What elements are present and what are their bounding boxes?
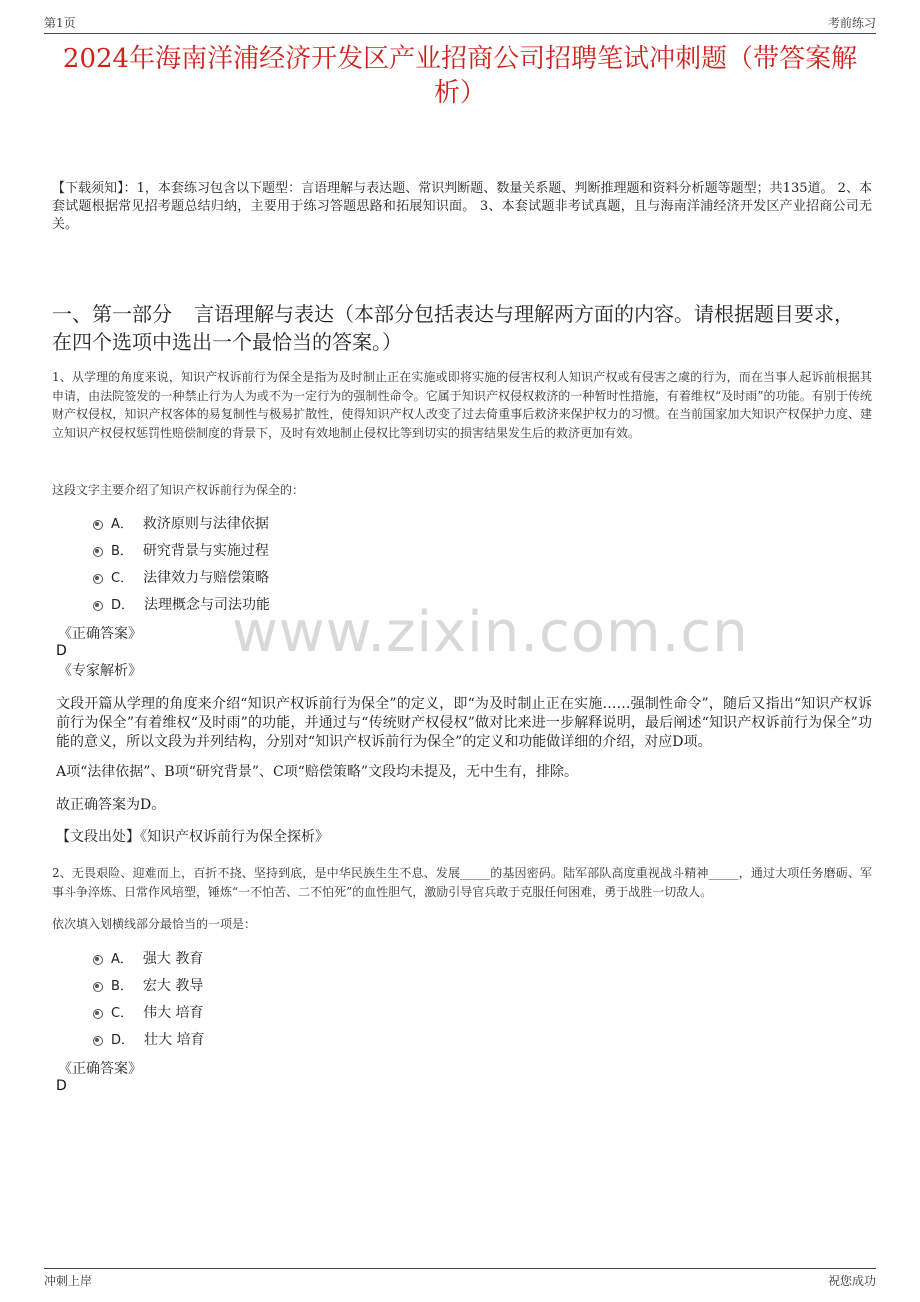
page-footer xyxy=(44,1272,876,1292)
radio-icon[interactable] xyxy=(93,547,103,557)
question-1-analysis-label: 《专家解析》 xyxy=(58,663,142,679)
question-1-answer: D xyxy=(56,643,67,659)
document-title: 2024年海南洋浦经济开发区产业招商公司招聘笔试冲刺题（带答案解析） xyxy=(62,44,858,108)
question-1-text: 1、从学理的角度来说，知识产权诉前行为保全是指为及时制止正在实施或即将实施的侵害权利人知识产权或有侵害之虞的行为，而在当事人起诉前根据其申请，由法院签发的一种禁止行为人为或不为一定行为的强制性命令。它属于知识产权侵权救济的一种暂时性措施，有着维权“及时雨”的功能。有别于传统财产权侵权，知识产权客体的易复制性与极易扩散性，使得知识产权人改变了过去倚重事后救济来保护权力的习惯。在当前国家加大知识产权保护力度、建立知识产权侵权惩罚性赔偿制度的背景下，及时有效地制止侵权比等到切实的损害结果发生后的救济更加有效。 xyxy=(52,370,872,440)
radio-icon[interactable] xyxy=(93,955,103,965)
radio-icon[interactable] xyxy=(93,1036,103,1046)
radio-icon[interactable] xyxy=(93,1009,103,1019)
question-2-option-d[interactable]: D． 壮大 培育 xyxy=(93,1030,204,1050)
question-2-answer: D xyxy=(56,1078,67,1094)
question-1-source: 【文段出处】《知识产权诉前行为保全探析》 xyxy=(56,829,329,845)
question-1-analysis-paragraph: 文段开篇从学理的角度来介绍“知识产权诉前行为保全”的定义，即“为及时制止正在实施……强制性命令”，随后又指出“知识产权诉前行为保全”有着维权“及时雨”的功能，并通过与“传统财产权侵权”做对比来进一步解释说明，最后阐述“知识产权诉前行为保全”功能的意义，所以文段为并列结构，分别对“知识产权诉前行为保全”的定义和功能做详细的介绍，对应D项。 xyxy=(56,696,872,750)
watermark-text: www.zixin.com.cn xyxy=(232,600,749,665)
radio-icon[interactable] xyxy=(93,520,103,530)
section-number: 一、第一部分 xyxy=(52,302,172,326)
download-notice: 【下载须知】：1，本套练习包含以下题型：言语理解与表达题、常识判断题、数量关系题、判断推理题和资料分析题等题型；共135道。 2、本套试题根据常见招考题总结归纳，主要用于练习答题思路和拓展知识面。 3、本套试题非考试真题，且与海南洋浦经济开发区产业招商公司无关。 xyxy=(52,181,872,232)
radio-icon[interactable] xyxy=(93,982,103,992)
question-1-prompt: 这段文字主要介绍了知识产权诉前行为保全的： xyxy=(52,483,305,497)
question-1-option-b[interactable]: B． 研究背景与实施过程 xyxy=(93,541,269,561)
section-heading xyxy=(52,300,872,356)
header-right-label: 考前练习 xyxy=(827,16,876,30)
page-header xyxy=(44,14,876,34)
question-2-answer-label: 《正确答案》 xyxy=(58,1061,142,1077)
header-divider xyxy=(44,33,876,34)
question-1-option-d[interactable]: D． 法理概念与司法功能 xyxy=(93,595,270,615)
page-number: 第1页 xyxy=(44,16,76,30)
footer-right-label: 祝您成功 xyxy=(827,1274,876,1288)
question-2-option-c[interactable]: C． 伟大 培育 xyxy=(93,1003,204,1023)
radio-icon[interactable] xyxy=(93,601,103,611)
question-1-analysis-paragraph: A项“法律依据”、B项“研究背景”、C项“赔偿策略”文段均未提及，无中生有，排除。 xyxy=(56,764,579,780)
question-1-option-c[interactable]: C． 法律效力与赔偿策略 xyxy=(93,568,269,588)
footer-divider xyxy=(44,1268,876,1269)
question-1-answer-label: 《正确答案》 xyxy=(58,626,142,642)
question-2-option-a[interactable]: A． 强大 教育 xyxy=(93,949,203,969)
footer-left-label: 冲刺上岸 xyxy=(44,1274,93,1288)
question-2-text: 2、无畏艰险、迎难而上，百折不挠、坚持到底，是中华民族生生不息、发展_____的基因密码。陆军部队高度重视战斗精神_____，通过大项任务磨砺、军事斗争淬炼、日常作风培塑，锤炼“一不怕苦、二不怕死”的血性胆气，激励引导官兵敢于克服任何困难，勇于战胜一切敌人。 xyxy=(52,866,872,899)
question-2-prompt: 依次填入划横线部分最恰当的一项是： xyxy=(52,917,257,931)
question-1-option-a[interactable]: A． 救济原则与法律依据 xyxy=(93,514,269,534)
radio-icon[interactable] xyxy=(93,574,103,584)
section-title: 言语理解与表达（本部分包括表达与理解两方面的内容。请根据题目要求，在四个选项中选出一个最恰当的答案。） xyxy=(52,302,854,354)
question-2-option-b[interactable]: B． 宏大 教导 xyxy=(93,976,203,996)
question-1-analysis-paragraph: 故正确答案为D。 xyxy=(56,797,166,813)
